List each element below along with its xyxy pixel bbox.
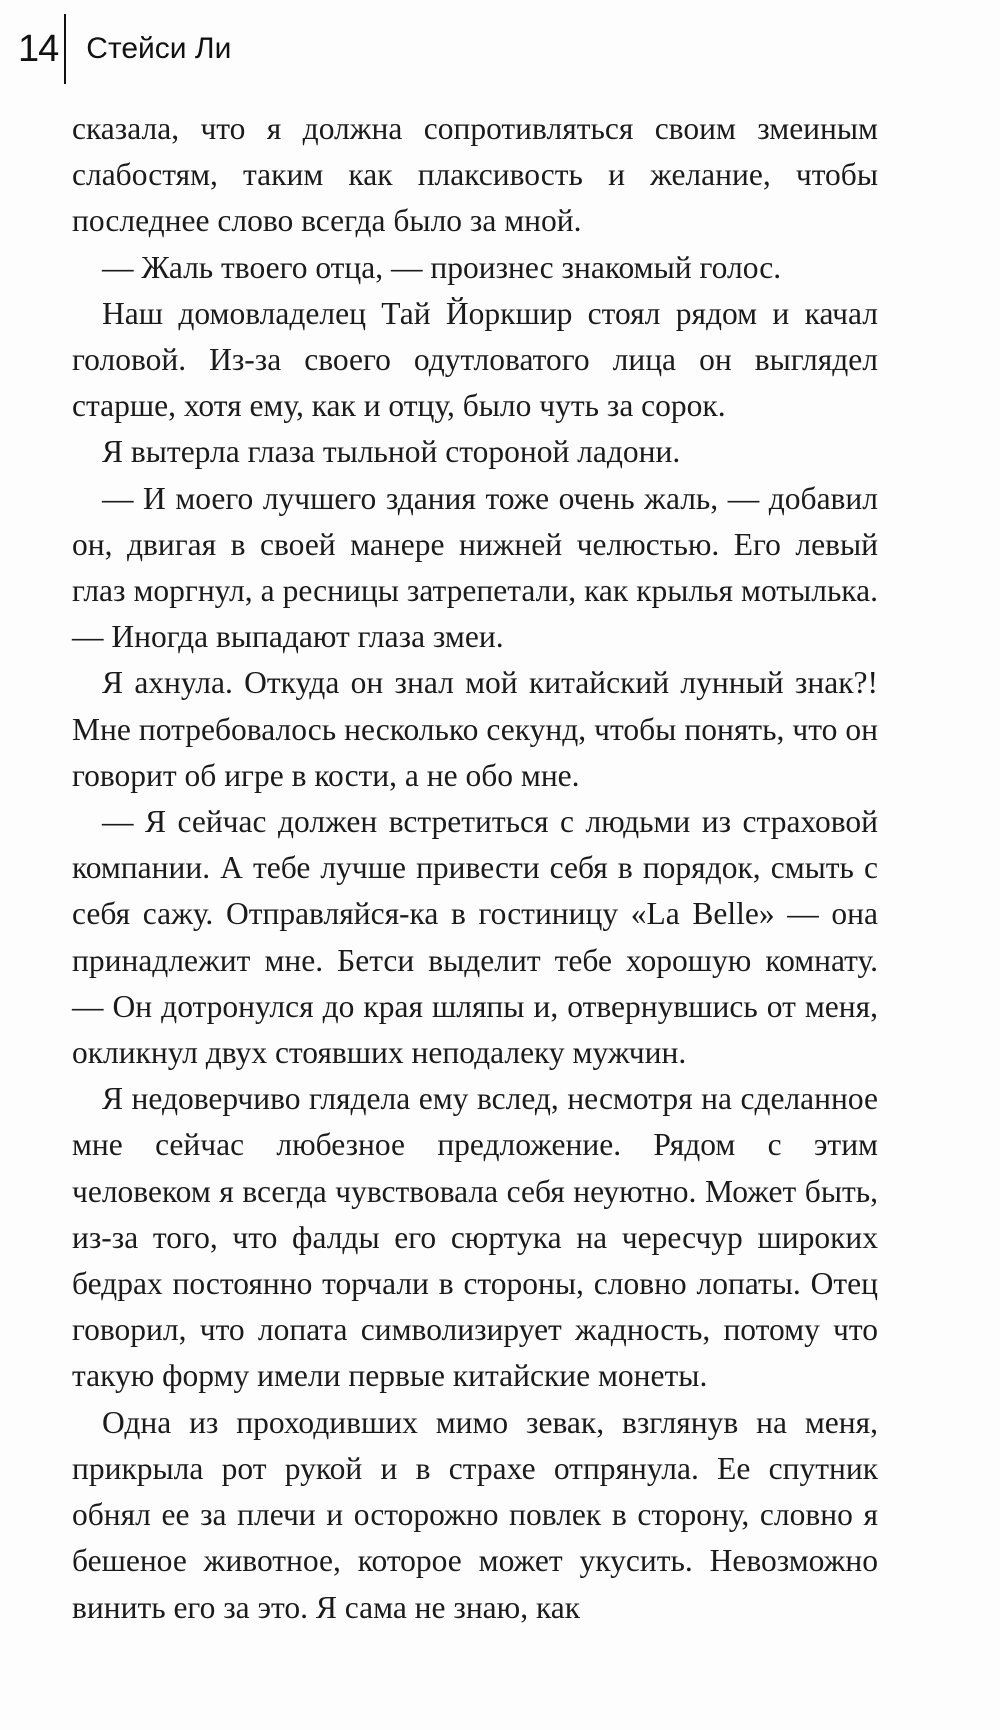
paragraph: Одна из проходивших мимо зевак, взглянув на меня, прикрыла рот рукой и в страхе отпрянула. Ее спутник обнял ее за плечи и осторожно повлек в сторону, словно я бешеное животное, которое может укусить. Невозможно винить его за это. Я сама не знаю, как <box>72 1404 878 1625</box>
paragraph: сказала, что я должна сопротивляться своим змеиным слабостям, таким как плаксивость и желание, чтобы последнее слово всегда было за мной. <box>72 111 878 239</box>
page-number: 14 <box>18 27 59 70</box>
paragraph: Наш домовладелец Тай Йоркшир стоял рядом и качал головой. Из-за своего одутловатого лица он выглядел старше, хотя ему, как и отцу, было чуть за сорок. <box>72 295 878 424</box>
paragraph: — И моего лучшего здания тоже очень жаль, — добавил он, двигая в своей манере нижней челюстью. Его левый глаз моргнул, а ресницы затрепетали, как крылья мотылька. — Иногда выпадают глаза змеи. <box>72 480 878 655</box>
running-head <box>18 14 231 84</box>
paragraph: Я ахнула. Откуда он знал мой китайский лунный знак?! Мне потребовалось несколько секунд, чтобы понять, что он говорит об игре в кости, а не обо мне. <box>72 665 878 793</box>
paragraph: — Жаль твоего отца, — произнес знакомый голос. <box>102 249 782 285</box>
paragraph: Я вытерла глаза тыльной стороной ладони. <box>102 434 681 470</box>
body-text <box>72 106 878 1631</box>
author-name: Стейси Ли <box>86 32 232 65</box>
paragraph: — Я сейчас должен встретиться с людьми из страховой компании. А тебе лучше привести себя в порядок, смыть с себя сажу. Отправляйся-ка в гостиницу «La Belle» — она принадлежит мне. Бетси выделит тебе хорошую комнату. — Он дотронулся до края шляпы и, отвернувшись от меня, окликнул двух стоявших неподалеку мужчин. <box>72 804 878 1071</box>
paragraph: Я недоверчиво глядела ему вслед, несмотря на сделанное мне сейчас любезное предложение. Рядом с этим человеком я всегда чувствовала себя неуютно. Может быть, из-за того, что фалды его сюртука на чересчур широких бедрах постоянно торчали в стороны, словно лопаты. Отец говорил, что лопата символизирует жадность, потому что такую форму имели первые китайские монеты. <box>72 1081 878 1394</box>
header-divider <box>64 14 66 84</box>
